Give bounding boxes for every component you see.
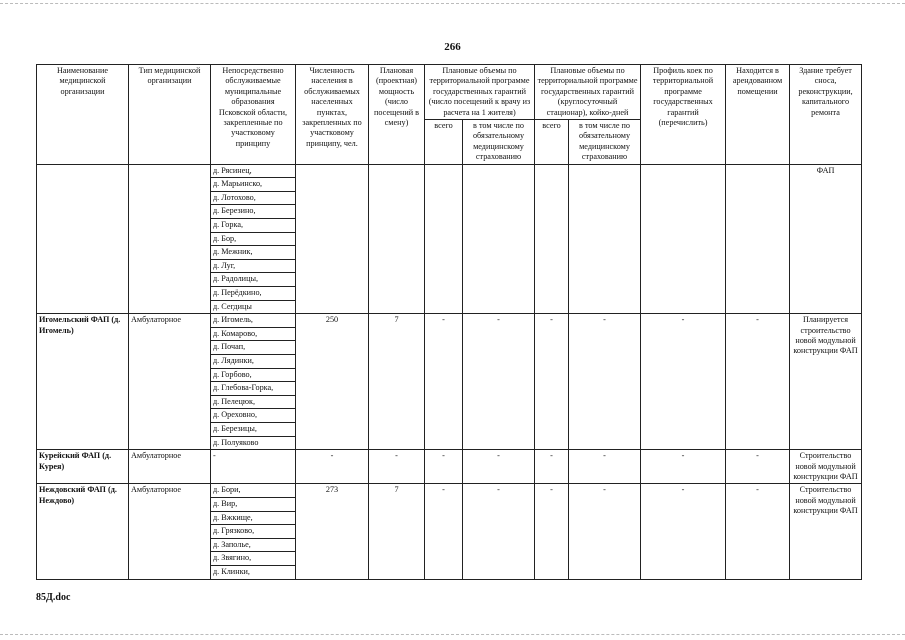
cell-beds: - — [641, 450, 726, 484]
out-oms-header: в том числе по обязательному медицинскому страхованию — [463, 120, 535, 165]
cell-name — [37, 164, 129, 314]
col-rented-header: Находится в арендованном помещении — [726, 65, 790, 165]
village-item: д. Почап, — [211, 341, 295, 355]
village-item: д. Рясинец, — [211, 165, 295, 179]
cell-out-total: - — [425, 314, 463, 450]
cell-villages — [211, 314, 296, 450]
cell-capacity: - — [369, 450, 425, 484]
scan-edge-top — [0, 3, 905, 4]
cell-population — [296, 164, 369, 314]
cell-beds — [641, 164, 726, 314]
cell-rented: - — [726, 450, 790, 484]
cell-out-total — [425, 164, 463, 314]
cell-building: Строительство новой модульной конструкции ФАП — [790, 484, 862, 579]
cell-building: ФАП — [790, 164, 862, 314]
col-areas-header: Непосредственно обслуживаемые муниципальные образования Псковской области, закрепленные по участковому принципу — [211, 65, 296, 165]
village-item: д. Клинки, — [213, 566, 250, 576]
table-row — [37, 314, 862, 450]
village-item: д. Лядинки, — [211, 355, 295, 369]
village-item: д. Межник, — [211, 246, 295, 260]
cell-building: Планируется строительство новой модульной конструкции ФАП — [790, 314, 862, 450]
village-item: д. Игомель, — [211, 314, 295, 328]
cell-capacity — [369, 164, 425, 314]
col-building-header: Здание требует сноса, реконструкции, капитального ремонта — [790, 65, 862, 165]
cell-in-total: - — [535, 450, 569, 484]
cell-rented — [726, 164, 790, 314]
cell-type: Амбулаторное — [129, 314, 211, 450]
cell-in-total: - — [535, 314, 569, 450]
facilities-table — [36, 64, 862, 580]
village-item: д. Горбово, — [211, 369, 295, 383]
village-item: д. Радолицы, — [211, 273, 295, 287]
cell-in-total: - — [535, 484, 569, 579]
village-item: д. Пелецюк, — [211, 396, 295, 410]
out-total-header: всего — [425, 120, 463, 165]
cell-out-oms: - — [463, 484, 535, 579]
cell-beds: - — [641, 484, 726, 579]
table-row — [37, 484, 862, 579]
village-item: д. Марьинско, — [211, 178, 295, 192]
in-total-header: всего — [535, 120, 569, 165]
file-name: 85Д.doc — [36, 592, 71, 603]
in-oms-header: в том числе по обязательному медицинскому страхованию — [569, 120, 641, 165]
cell-villages — [211, 164, 296, 314]
cell-beds: - — [641, 314, 726, 450]
col-population-header: Численность населения в обслуживаемых населенных пунктах, закрепленных по участковому принципу, чел. — [296, 65, 369, 165]
village-item: д. Сегдицы — [213, 301, 252, 311]
page-number: 266 — [444, 41, 461, 53]
cell-villages — [211, 484, 296, 579]
cell-type: Амбулаторное — [129, 450, 211, 484]
village-item: д. Полуяково — [213, 437, 259, 447]
cell-building: Строительство новой модульной конструкции ФАП — [790, 450, 862, 484]
cell-name: Игомельский ФАП (д. Игомель) — [37, 314, 129, 450]
village-item: д. Ореховно, — [211, 409, 295, 423]
village-item: д. Бори, — [211, 484, 295, 498]
village-item: д. Звягино, — [211, 552, 295, 566]
village-item: д. Бор, — [211, 233, 295, 247]
village-item: д. Вжкище, — [211, 512, 295, 526]
col-outpatient-header: Плановые объемы по территориальной программе государственных гарантий (число посещений к врачу из расчета на 1 жителя) — [425, 65, 535, 120]
col-beds-header: Профиль коек по территориальной программе государственных гарантий (перечислить) — [641, 65, 726, 165]
village-item: д. Лотохово, — [211, 192, 295, 206]
cell-type — [129, 164, 211, 314]
cell-out-oms: - — [463, 314, 535, 450]
village-item: д. Горка, — [211, 219, 295, 233]
col-name-header: Наименование медицинской организации — [37, 65, 129, 165]
village-item: д. Заполье, — [211, 539, 295, 553]
cell-population: - — [296, 450, 369, 484]
cell-in-oms: - — [569, 484, 641, 579]
col-inpatient-header: Плановые объемы по территориальной программе государственных гарантий (круглосуточный стационар), койко-дней — [535, 65, 641, 120]
cell-in-oms — [569, 164, 641, 314]
village-item: д. Березицы, — [211, 423, 295, 437]
cell-in-oms: - — [569, 450, 641, 484]
col-type-header: Тип медицинской организации — [129, 65, 211, 165]
cell-rented: - — [726, 484, 790, 579]
cell-population: 273 — [296, 484, 369, 579]
cell-name: Курейский ФАП (д. Курея) — [37, 450, 129, 484]
village-item: д. Березино, — [211, 205, 295, 219]
col-capacity-header: Плановая (проектная) мощность (число посещений в смену) — [369, 65, 425, 165]
cell-population: 250 — [296, 314, 369, 450]
table-body — [37, 164, 862, 579]
cell-out-oms: - — [463, 450, 535, 484]
scan-edge-bottom — [0, 634, 905, 635]
village-item: д. Вир, — [211, 498, 295, 512]
cell-rented: - — [726, 314, 790, 450]
village-item: - — [213, 451, 216, 461]
cell-type: Амбулаторное — [129, 484, 211, 579]
cell-capacity: 7 — [369, 314, 425, 450]
table-row — [37, 450, 862, 484]
village-item: д. Комарово, — [211, 328, 295, 342]
cell-in-total — [535, 164, 569, 314]
cell-villages — [211, 450, 296, 484]
cell-capacity: 7 — [369, 484, 425, 579]
cell-in-oms: - — [569, 314, 641, 450]
village-item: д. Луг, — [211, 260, 295, 274]
cell-out-oms — [463, 164, 535, 314]
cell-out-total: - — [425, 450, 463, 484]
village-item: д. Глебова-Горка, — [211, 382, 295, 396]
village-item: д. Перёдкино, — [211, 287, 295, 301]
village-item: д. Грязково, — [211, 525, 295, 539]
cell-name: Неждовский ФАП (д. Неждово) — [37, 484, 129, 579]
cell-out-total: - — [425, 484, 463, 579]
header-row — [37, 65, 862, 120]
table-row — [37, 164, 862, 314]
